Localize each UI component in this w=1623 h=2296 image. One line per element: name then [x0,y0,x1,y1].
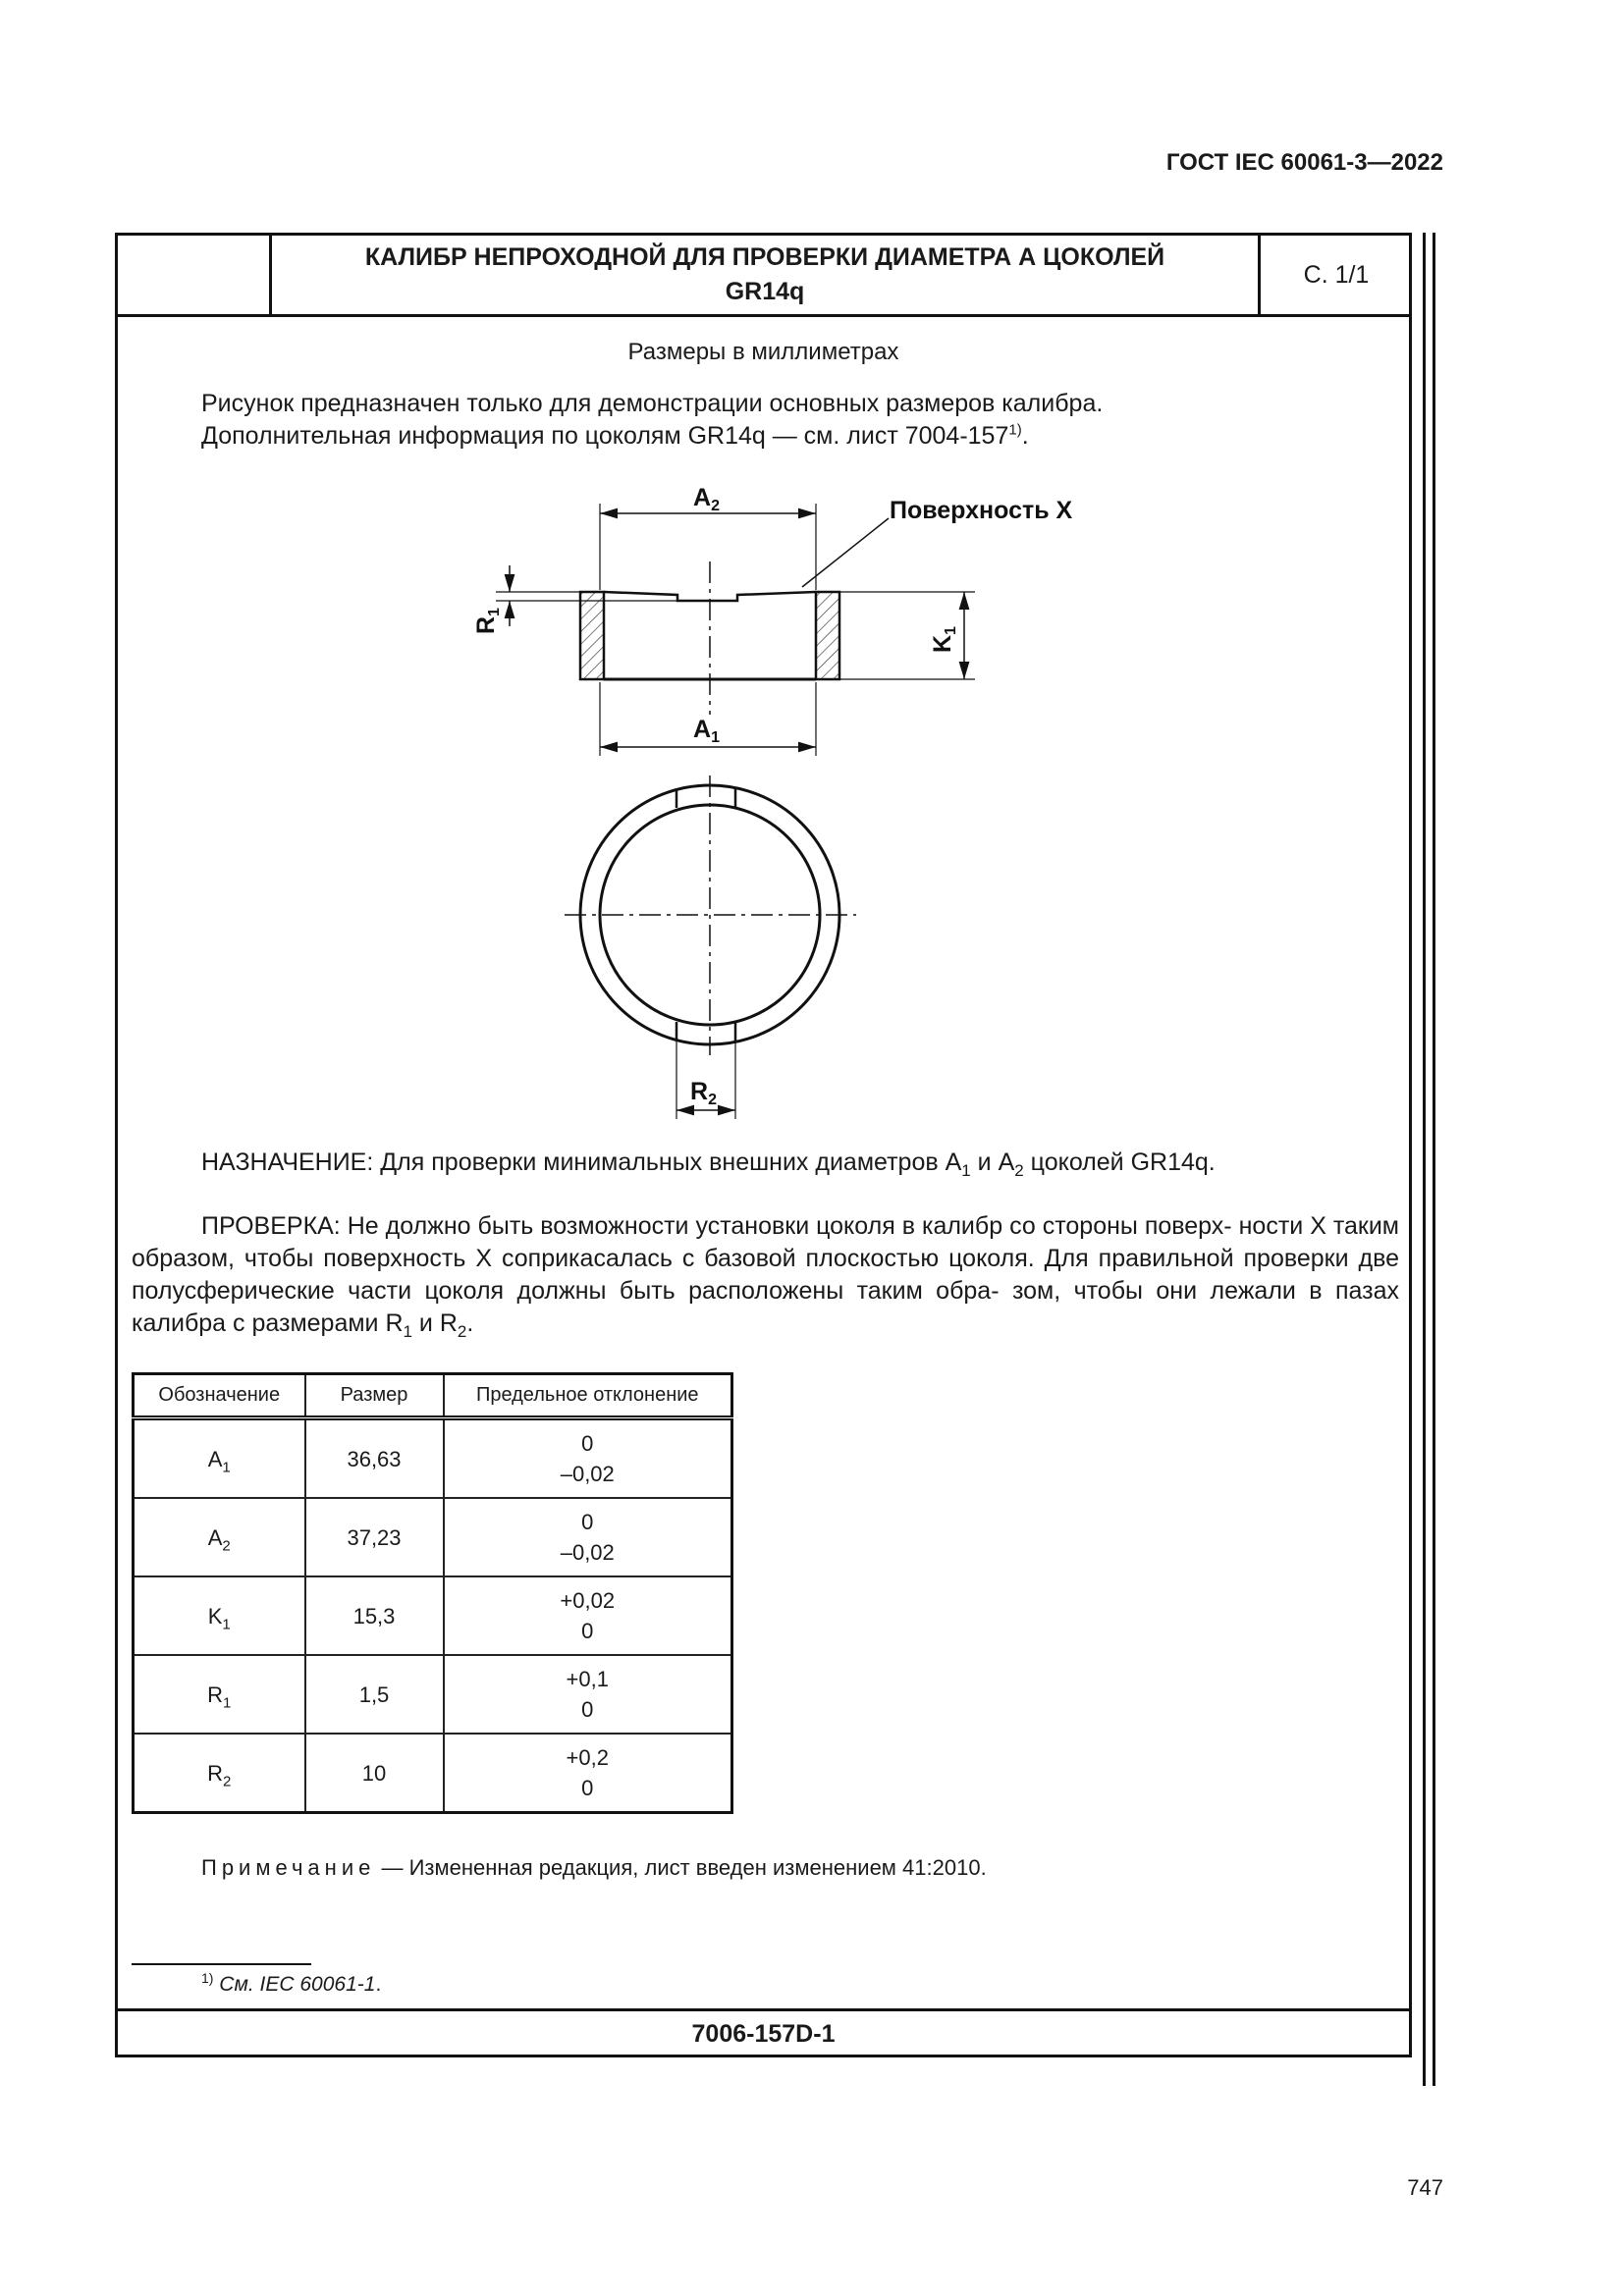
gauge-top-view [565,775,856,1055]
footnote-ref: 1) [1008,421,1022,439]
table-header-cell: Обозначение [134,1374,305,1418]
units-note: Размеры в миллиметрах [627,339,899,365]
symbol-cell: $A_2$ [134,1498,305,1576]
table-row [134,1655,732,1734]
table-row [134,1498,732,1576]
label-r2: $R_2$ [690,1078,717,1108]
table-header-cell: Размер [305,1374,444,1418]
gauge-side-view [580,561,839,715]
table-header-cell: Предельное отклонение [444,1374,732,1418]
surface-x-label: Поверхность X [890,497,1073,524]
intro-line2: Дополнительная информация по цоколям GR14q — см. лист 7004-157$^{1)}$. [201,421,1029,450]
size-cell: 10 [305,1734,444,1813]
surface-leader-line [802,518,889,587]
gauge-drawing [0,0,1623,1139]
size-cell: 37,23 [305,1498,444,1576]
intro-line1: Рисунок предназначен только для демонстрации основных размеров калибра. [201,390,1104,417]
label-a1: $A_1$ [693,716,720,746]
sheet-title-line1: КАЛИБР НЕПРОХОДНОЙ ДЛЯ ПРОВЕРКИ ДИАМЕТРА А ЦОКОЛЕЙ [364,243,1165,271]
tolerance-cell: +0,02 0 [444,1576,732,1655]
dimension-a2 [600,504,816,590]
check-paragraph: ПРОВЕРКА: Не должно быть возможности установки цоколя в калибр со стороны поверх- ности X таким образом, чтобы поверхность X соприкасалась с базовой плоскостью цоколя. Для правильной проверки две полусферические части цоколя должны быть расположены таким обра- зом, чтобы они лежали в пазах калибра с размерами $R_1$ и $R_2$. [132,1212,1400,1341]
table-row [134,1576,732,1655]
tolerance-cell: 0 –0,02 [444,1418,732,1499]
size-cell: 36,63 [305,1418,444,1499]
label-k1: $K_1$ [929,626,959,653]
sheet-title-line2: GR14q [725,278,805,305]
label-r1: $R_1$ [472,608,503,634]
tolerance-cell: +0,1 0 [444,1655,732,1734]
table-row [134,1734,732,1813]
symbol-cell: $A_1$ [134,1418,305,1499]
check-text [132,1210,1399,1340]
sheet-number: С. 1/1 [1258,233,1412,317]
footnote: $^{1)}$ См. IEC 60061-1. [201,1970,382,1996]
tolerance-cell: +0,2 0 [444,1734,732,1813]
dimensions-table [132,1372,733,1814]
table-row [134,1418,732,1499]
symbol-cell: $R_1$ [134,1655,305,1734]
symbol-cell: $R_2$ [134,1734,305,1813]
footnote-separator [132,1963,311,1965]
sheet-code: 7006-157D-1 [115,2008,1412,2057]
table-header-row [134,1374,732,1418]
label-a2: $A_2$ [693,484,720,514]
note-label: Примечание [201,1855,376,1880]
size-cell: 15,3 [305,1576,444,1655]
standard-header: ГОСТ IEC 60061-3—2022 [1165,149,1443,176]
page-number: 747 [1407,2175,1443,2200]
symbol-cell: $K_1$ [134,1576,305,1655]
tolerance-cell: 0 –0,02 [444,1498,732,1576]
size-cell: 1,5 [305,1655,444,1734]
note-text: Примечание — Измененная редакция, лист введен изменением 41:2010. [201,1855,987,1880]
purpose-text: НАЗНАЧЕНИЕ: Для проверки минимальных внешних диаметров $A_1$ и $A_2$ цоколей GR14q. [201,1148,1216,1180]
